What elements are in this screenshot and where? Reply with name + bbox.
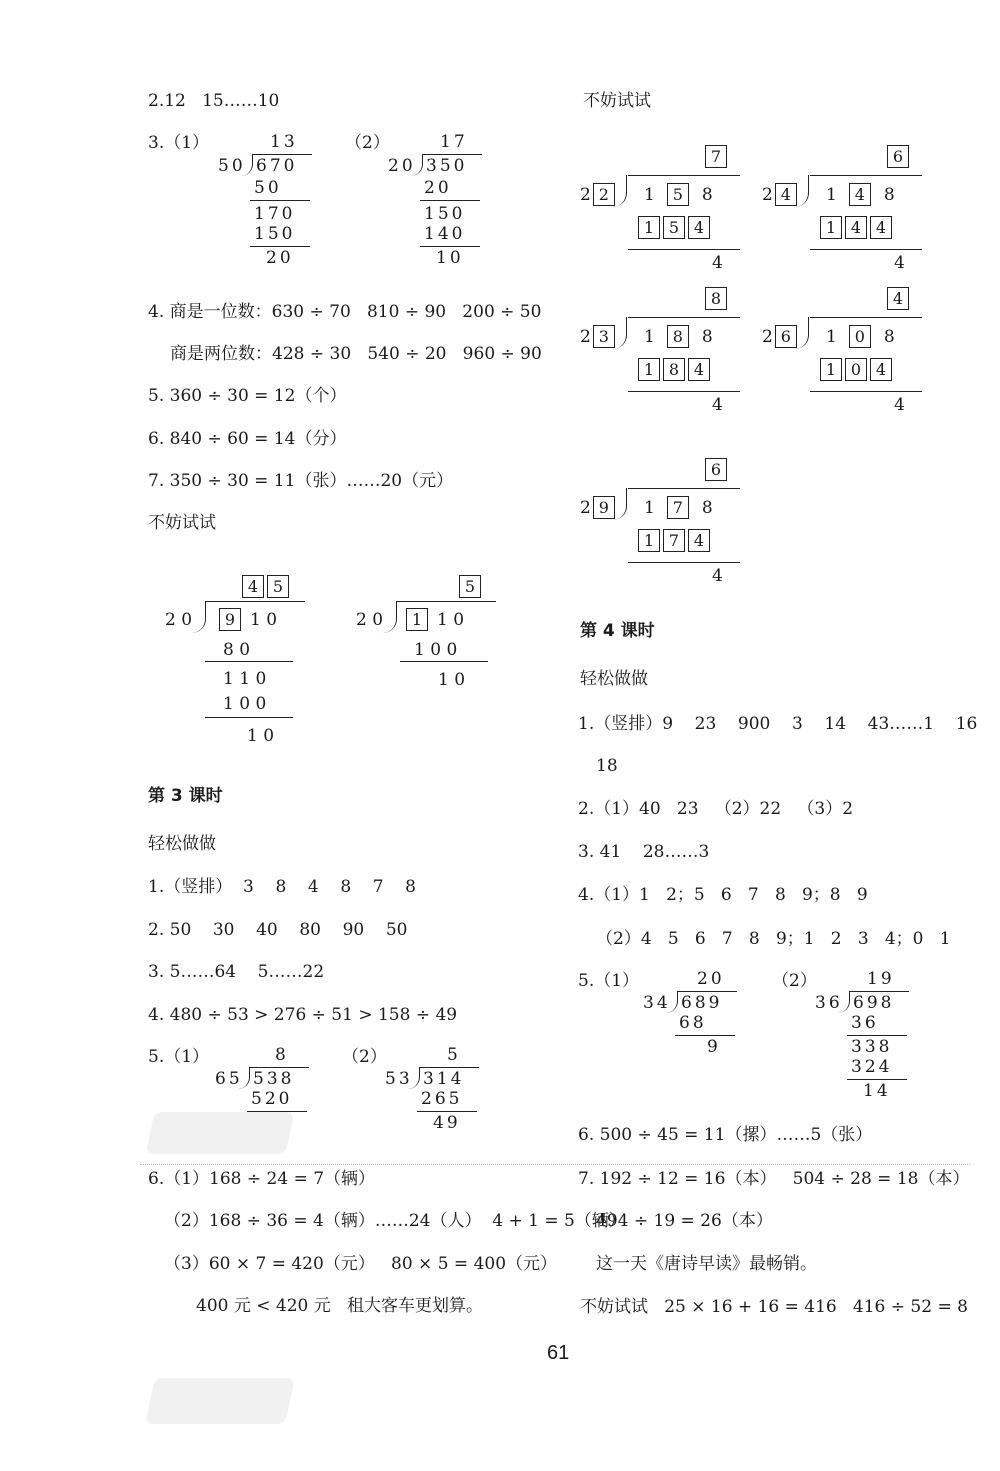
- subtract-1: 8 0: [223, 640, 251, 660]
- box-puzzle-right-1: [580, 145, 745, 275]
- remainder-1: 150: [424, 204, 466, 224]
- remainder-1: 1 1 0: [223, 669, 267, 689]
- remainder-2: 14: [863, 1081, 891, 1101]
- quotient-box: 6: [887, 145, 909, 168]
- dividend-digit-3: 8: [883, 185, 895, 205]
- remainder-1: 170: [254, 204, 296, 224]
- lesson3-answer-5-label-1: 5.（1）: [148, 1047, 210, 1067]
- long-division-6: [815, 969, 965, 1099]
- dividend-box: 0: [849, 325, 871, 348]
- dividend: 350: [426, 156, 468, 176]
- lesson4-answer-4-b: （2）4 5 6 7 8 9；1 2 3 4；0 1: [596, 929, 951, 949]
- lesson4-answer-4-a: 4.（1）1 2；5 6 7 8 9；8 9: [578, 885, 868, 905]
- subtract-2: 324: [851, 1057, 893, 1077]
- dividend-digit-1: 1: [644, 185, 655, 205]
- remainder: 4: [894, 395, 905, 415]
- remainder-2: 1 0: [247, 726, 275, 746]
- remainder: 4: [712, 566, 723, 586]
- box-puzzle-right-4: [762, 287, 927, 417]
- subtract-1: 520: [251, 1089, 293, 1109]
- product-box-2: 5: [663, 216, 685, 239]
- box-puzzle-right-3: [580, 287, 745, 417]
- lesson4-answer-3: 3. 41 28……3: [578, 842, 710, 862]
- product-box-3: 4: [870, 216, 892, 239]
- dividend-box: 8: [667, 325, 689, 348]
- remainder-1: 9: [707, 1037, 721, 1057]
- remainder: 4: [712, 253, 723, 273]
- divisor: 53: [385, 1069, 413, 1089]
- answer-5: 5. 360 ÷ 30 = 12（个）: [148, 386, 347, 406]
- answer-3-label-1: 3.（1）: [148, 133, 210, 153]
- lesson3-answer-5-label-2: （2）: [342, 1047, 387, 1067]
- heading-easy-right: 轻松做做: [580, 669, 648, 689]
- divisor-digit: 2: [580, 498, 591, 518]
- dividend-digit-1: 1: [826, 185, 837, 205]
- dividend-rest: 1 0: [437, 610, 465, 630]
- dividend-digit-1: 1: [644, 327, 655, 347]
- dotted-divider: [140, 1164, 970, 1165]
- quotient: 8: [275, 1045, 289, 1065]
- quotient: 13: [270, 132, 298, 152]
- remainder: 4: [712, 395, 723, 415]
- answer-3-label-2: （2）: [345, 133, 390, 153]
- quotient-box-1: 5: [459, 575, 481, 598]
- quotient: 5: [447, 1045, 461, 1065]
- dividend: 314: [423, 1069, 465, 1089]
- lesson3-answer-6-2: （2）168 ÷ 36 = 4（辆）……24（人） 4 + 1 = 5（辆）: [164, 1211, 626, 1231]
- dividend-digit-3: 8: [701, 498, 713, 518]
- long-division-1: [218, 132, 368, 268]
- lesson4-answer-6: 6. 500 ÷ 45 = 11（摞）……5（张）: [578, 1125, 873, 1145]
- divisor: 65: [215, 1069, 243, 1089]
- quotient: 17: [440, 132, 468, 152]
- quotient-box-1: 4: [242, 575, 264, 598]
- heading-lesson-4: 第 4 课时: [580, 621, 655, 641]
- long-division-4: [385, 1045, 535, 1135]
- divisor: 2 0: [356, 610, 384, 630]
- quotient-box: 8: [705, 287, 727, 310]
- product-box-2: 0: [845, 358, 867, 381]
- divisor: 2 0: [165, 610, 193, 630]
- lesson4-answer-5-label-1: 5.（1）: [578, 971, 640, 991]
- remainder-1: 1 0: [438, 670, 466, 690]
- divisor: 50: [218, 156, 246, 176]
- lesson3-answer-4: 4. 480 ÷ 53 > 276 ÷ 51 > 158 ÷ 49: [148, 1005, 458, 1025]
- divisor-digit: 2: [762, 185, 773, 205]
- quotient: 19: [867, 969, 895, 989]
- lesson3-answer-1: 1.（竖排） 3 8 4 8 7 8: [148, 877, 416, 897]
- dividend: 689: [681, 993, 723, 1013]
- dividend-box: 9: [219, 608, 241, 631]
- divisor-digit: 2: [580, 327, 591, 347]
- product-box-1: 1: [820, 216, 842, 239]
- long-division-2: [388, 132, 538, 268]
- page-number: 61: [547, 1342, 570, 1364]
- quotient-box: 6: [705, 458, 727, 481]
- divisor-digit: 2: [762, 327, 773, 347]
- box-puzzle-right-5: [580, 458, 745, 588]
- heading-lesson-3: 第 3 课时: [148, 786, 223, 806]
- dividend-box: 4: [849, 183, 871, 206]
- long-division-5: [643, 969, 793, 1059]
- dividend-digit-3: 8: [701, 185, 713, 205]
- dividend-box: 5: [667, 183, 689, 206]
- lesson3-answer-6-4: 400 元 < 420 元 租大客车更划算。: [196, 1296, 483, 1316]
- divisor: 36: [815, 993, 843, 1013]
- dividend: 538: [253, 1069, 295, 1089]
- divisor-box: 2: [593, 183, 615, 206]
- product-box-3: 4: [688, 216, 710, 239]
- quotient: 20: [697, 969, 725, 989]
- lesson3-answer-2: 2. 50 30 40 80 90 50: [148, 920, 408, 940]
- dividend-box: 7: [667, 496, 689, 519]
- subtract-2: 140: [424, 224, 466, 244]
- watermark-stamp-2: [145, 1378, 295, 1424]
- dividend-digit-1: 1: [826, 327, 837, 347]
- divisor-box: 6: [775, 325, 797, 348]
- subtract-1: 1 0 0: [414, 640, 458, 660]
- lesson4-answer-5-label-2: （2）: [772, 971, 817, 991]
- box-puzzle-left-1: [165, 575, 315, 750]
- answer-4-line-2: 商是两位数：428 ÷ 30 540 ÷ 20 960 ÷ 90: [170, 344, 542, 364]
- divisor-digit: 2: [580, 185, 591, 205]
- remainder-2: 10: [436, 248, 464, 268]
- subtract-2: 1 0 0: [223, 694, 267, 714]
- lesson4-answer-7-a: 7. 192 ÷ 12 = 16（本） 504 ÷ 28 = 18（本）: [578, 1169, 970, 1189]
- product-box-2: 8: [663, 358, 685, 381]
- watermark-stamp-1: [146, 1112, 295, 1154]
- remainder-1: 49: [433, 1113, 461, 1133]
- product-box-3: 4: [688, 358, 710, 381]
- dividend-digit-3: 8: [883, 327, 895, 347]
- answer-7: 7. 350 ÷ 30 = 11（张）……20（元）: [148, 471, 454, 491]
- lesson4-answer-2: 2.（1）40 23 （2）22 （3）2: [578, 799, 854, 819]
- product-box-2: 7: [663, 529, 685, 552]
- answer-6: 6. 840 ÷ 60 = 14（分）: [148, 429, 347, 449]
- box-puzzle-left-2: [356, 575, 506, 695]
- quotient-box: 4: [887, 287, 909, 310]
- product-box-1: 1: [638, 216, 660, 239]
- dividend-digit-1: 1: [644, 498, 655, 518]
- subtract-1: 36: [851, 1013, 879, 1033]
- section-try-right: 不妨试试: [583, 91, 651, 111]
- dividend: 698: [853, 993, 895, 1013]
- lesson3-answer-3: 3. 5……64 5……22: [148, 962, 325, 982]
- remainder-2: 20: [266, 248, 294, 268]
- dividend: 670: [256, 156, 298, 176]
- heading-easy-left: 轻松做做: [148, 834, 216, 854]
- lesson4-answer-1-b: 18: [596, 756, 618, 776]
- section-try-left: 不妨试试: [148, 513, 216, 533]
- lesson4-answer-1-a: 1.（竖排）9 23 900 3 14 43……1 16: [578, 714, 978, 734]
- lesson3-answer-6-3: （3）60 × 7 = 420（元） 80 × 5 = 400（元）: [164, 1254, 558, 1274]
- product-box-1: 1: [638, 529, 660, 552]
- subtract-1: 68: [679, 1013, 707, 1033]
- product-box-1: 1: [820, 358, 842, 381]
- subtract-1: 20: [424, 178, 452, 198]
- lesson4-answer-7-c: 这一天《唐诗早读》最畅销。: [596, 1254, 817, 1274]
- quotient-box-2: 5: [267, 575, 289, 598]
- product-box-3: 4: [688, 529, 710, 552]
- lesson3-answer-6-1: 6.（1）168 ÷ 24 = 7（辆）: [148, 1169, 376, 1189]
- subtract-1: 265: [421, 1089, 463, 1109]
- lesson4-try: 不妨试试 25 × 16 + 16 = 416 416 ÷ 52 = 8: [580, 1297, 968, 1317]
- quotient-box: 7: [705, 145, 727, 168]
- answer-2: 2.12 15……10: [148, 91, 280, 111]
- dividend-box: 1: [406, 608, 428, 631]
- subtract-1: 50: [254, 178, 282, 198]
- answer-4-line-1: 4. 商是一位数：630 ÷ 70 810 ÷ 90 200 ÷ 50: [148, 302, 542, 322]
- product-box-1: 1: [638, 358, 660, 381]
- box-puzzle-right-2: [762, 145, 927, 275]
- divisor: 34: [643, 993, 671, 1013]
- divisor-box: 3: [593, 325, 615, 348]
- product-box-3: 4: [870, 358, 892, 381]
- divisor-box: 4: [775, 183, 797, 206]
- dividend-digit-3: 8: [701, 327, 713, 347]
- divisor: 20: [388, 156, 416, 176]
- dividend-rest: 1 0: [250, 610, 278, 630]
- remainder: 4: [894, 253, 905, 273]
- remainder-1: 338: [851, 1037, 893, 1057]
- lesson4-answer-7-b: 494 ÷ 19 = 26（本）: [596, 1211, 773, 1231]
- subtract-2: 150: [254, 224, 296, 244]
- product-box-2: 4: [845, 216, 867, 239]
- divisor-box: 9: [593, 496, 615, 519]
